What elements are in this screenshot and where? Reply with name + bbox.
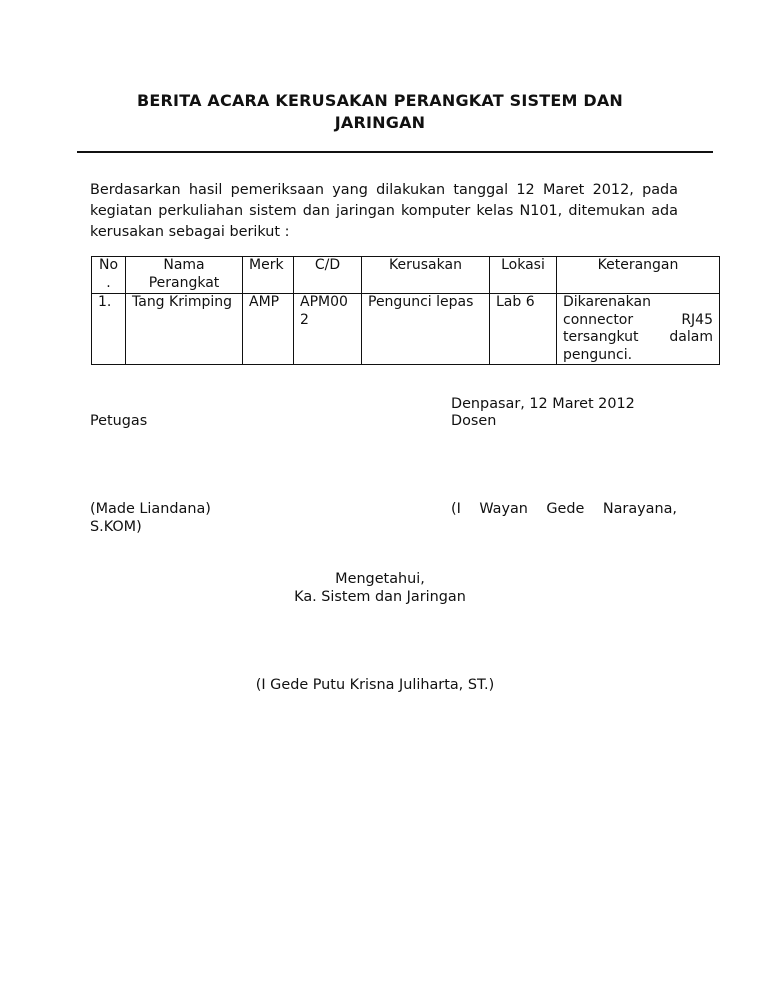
title-divider [77,151,713,153]
right-role: Dosen [451,413,497,429]
cell-kerusakan: Pengunci lepas [362,294,490,365]
approval-role: Ka. Sistem dan Jaringan [294,588,466,605]
cell-cd: APM002 [294,294,362,365]
cell-nama-perangkat: Tang Krimping [126,294,243,365]
header-cd: C/D [294,257,362,294]
title-line-1: BERITA ACARA KERUSAKAN PERANGKAT SISTEM DAN [137,91,623,110]
cell-no: 1. [92,294,126,365]
table-row [92,294,720,365]
place-date: Denpasar, 12 Maret 2012 [451,396,635,412]
approval-block [240,571,520,606]
cell-lokasi: Lab 6 [490,294,557,365]
header-kerusakan: Kerusakan [362,257,490,294]
right-signatory-name: (I Wayan Gede Narayana, [451,501,677,517]
header-keterangan: Keterangan [557,257,720,294]
table-header-row [92,257,720,294]
left-name-line-2: S.KOM) [90,518,142,535]
damage-table [91,256,720,365]
left-name-line-1: (Made Liandana) [90,501,211,517]
header-no: No. [92,257,126,294]
approval-name: (I Gede Putu Krisna Juliharta, ST.) [255,677,495,693]
header-lokasi: Lokasi [490,257,557,294]
approval-label: Mengetahui, [335,571,425,587]
left-signatory-name [90,501,211,536]
title-line-2: JARINGAN [334,113,426,132]
left-role: Petugas [90,413,148,429]
cell-merk: AMP [243,294,294,365]
cell-keterangan: Dikarenakan connector RJ45 tersangkut dalam pengunci. [557,294,720,365]
intro-paragraph: Berdasarkan hasil pemeriksaan yang dilakukan tanggal 12 Maret 2012, pada kegiatan perkuliahan sistem dan jaringan komputer kelas N101, ditemukan ada kerusakan sebagai berikut : [90,182,678,240]
document-title [90,90,670,134]
header-nama-perangkat: Nama Perangkat [126,257,243,294]
header-merk: Merk [243,257,294,294]
